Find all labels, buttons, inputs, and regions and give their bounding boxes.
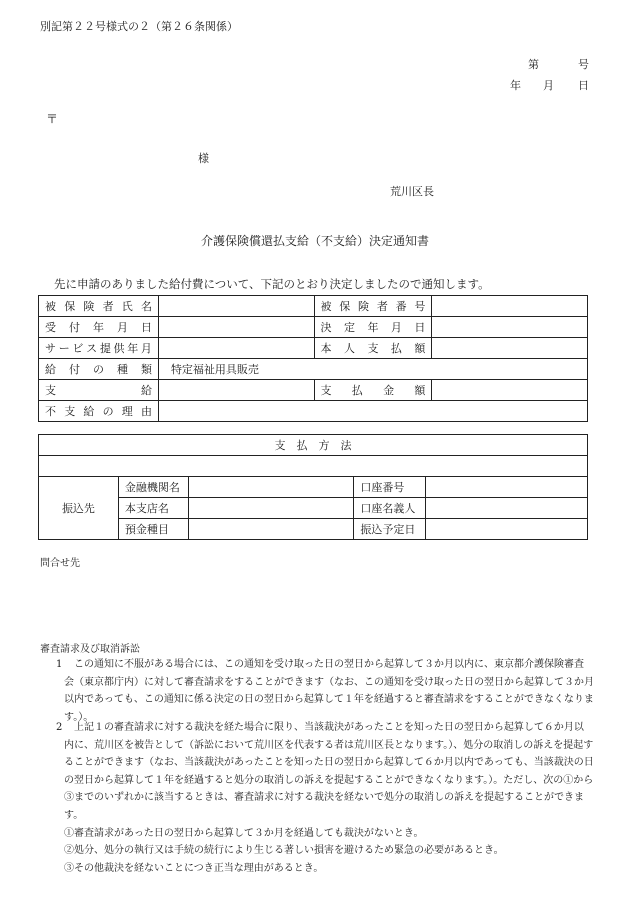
intro-text: 先に申請のありました給付費について、下記のとおり決定しましたので通知します。 bbox=[54, 277, 490, 291]
deposit-type-label: 預金種目 bbox=[118, 519, 188, 540]
decision-date-cell[interactable] bbox=[432, 317, 588, 338]
table-row bbox=[39, 317, 588, 338]
para-number: 2 bbox=[56, 722, 63, 733]
document-title: 介護保険償還払支給（不支給）決定通知書 bbox=[200, 234, 429, 248]
table-row bbox=[39, 519, 588, 540]
benefit-type-label bbox=[39, 359, 159, 380]
spread-text: 支 払 金 額 bbox=[320, 384, 426, 397]
para-text: 上記１の審査請求に対する裁決を経た場合に限り、当該裁決があったことを知った日の翌日から起算して６か月以 bbox=[74, 722, 584, 733]
spread-text: 支 給 bbox=[45, 384, 152, 397]
spread-text: 受 付 年 月 日 bbox=[45, 321, 152, 334]
para-text: 内に、荒川区を被告として（訴訟において荒川区を代表する者は荒川区長となります。）、処分の取消しの訴えを提起することができます（なお、当該裁決があったことを知った日の翌日から起算して６か月以内であっても、当該裁決の日の翌日から起算して１年を経過すると処分の取消しの訴えを提起することができなくなります。）。ただし、次の①から③までのいずれかに該当するときは、審査請求に対する裁決を経ないで処分の取消しの訴えを提起することができます。 bbox=[64, 739, 594, 821]
bank-name-label: 金融機関名 bbox=[118, 477, 188, 498]
payment-amount-label bbox=[314, 380, 432, 401]
insured-name-cell[interactable] bbox=[158, 296, 314, 317]
review-heading: 審査請求及び取消訴訟 bbox=[40, 644, 140, 655]
spread-text: 支 払 方 法 bbox=[274, 439, 352, 452]
non-payment-reason-cell[interactable] bbox=[158, 401, 587, 422]
para-text: この通知に不服がある場合には、この通知を受け取った日の翌日から起算して３か月以内に、東京都介護保険審査 bbox=[74, 659, 584, 670]
transfer-date-cell[interactable] bbox=[426, 519, 588, 540]
review-paragraph-2 bbox=[46, 719, 594, 877]
para-number: 1 bbox=[56, 659, 63, 670]
table-row bbox=[39, 498, 588, 519]
spread-text: 本 人 支 払 額 bbox=[320, 342, 426, 355]
payment-amount-cell[interactable] bbox=[432, 380, 588, 401]
service-month-label bbox=[39, 338, 159, 359]
benefit-decision-table bbox=[38, 295, 588, 422]
table-row bbox=[39, 338, 588, 359]
table-row bbox=[39, 380, 588, 401]
review-paragraph-1 bbox=[46, 656, 594, 726]
service-month-cell[interactable] bbox=[158, 338, 314, 359]
branch-name-label: 本支店名 bbox=[118, 498, 188, 519]
review-item-2: ②処分、処分の執行又は手続の続行により生じる著しい損害を避けるため緊急の必要があるとき。 bbox=[64, 845, 504, 857]
table-row bbox=[39, 401, 588, 422]
decision-date-label bbox=[314, 317, 432, 338]
account-number-label: 口座番号 bbox=[354, 477, 426, 498]
para-text: 会（東京都庁内）に対して審査請求をすることができます（なお、この通知を受け取った日の翌日から起算して３か月以内であっても、この通知に係る決定の日の翌日から起算して１年を経過すると審査請求をすることができなくなります。）。 bbox=[64, 676, 594, 723]
addressee-suffix: 様 bbox=[198, 152, 209, 165]
table-row bbox=[39, 435, 588, 456]
table-row bbox=[39, 359, 588, 380]
self-payment-label bbox=[314, 338, 432, 359]
postal-mark: 〒 bbox=[46, 112, 59, 126]
table-row bbox=[39, 456, 588, 477]
benefit-type-value: 特定福祉用具販売 bbox=[158, 359, 587, 380]
form-id: 別記第２２号様式の２（第２６条関係） bbox=[40, 20, 238, 33]
received-date-cell[interactable] bbox=[158, 317, 314, 338]
payment-label bbox=[39, 380, 159, 401]
table-row bbox=[39, 296, 588, 317]
transfer-to-label: 振込先 bbox=[39, 477, 119, 540]
date-day-label: 日 bbox=[578, 79, 589, 92]
date-year-label: 年 bbox=[510, 79, 521, 92]
account-holder-label: 口座名義人 bbox=[354, 498, 426, 519]
spread-text: 給 付 の 種 類 bbox=[45, 363, 152, 376]
bank-name-cell[interactable] bbox=[188, 477, 354, 498]
received-date-label bbox=[39, 317, 159, 338]
account-holder-cell[interactable] bbox=[426, 498, 588, 519]
issuer-name: 荒川区長 bbox=[390, 185, 434, 198]
payment-cell[interactable] bbox=[158, 380, 314, 401]
spread-text: 被 保 険 者 氏 名 bbox=[45, 300, 152, 313]
number-suffix: 号 bbox=[578, 58, 589, 71]
table-row bbox=[39, 477, 588, 498]
insured-name-label bbox=[39, 296, 159, 317]
payment-method-heading bbox=[39, 435, 588, 456]
deposit-type-cell[interactable] bbox=[188, 519, 354, 540]
review-item-3: ③その他裁決を経ないことにつき正当な理由があるとき。 bbox=[64, 862, 324, 874]
number-label: 第 bbox=[528, 58, 539, 71]
review-item-1: ①審査請求があった日の翌日から起算して３か月を経過しても裁決がないとき。 bbox=[64, 827, 424, 839]
branch-name-cell[interactable] bbox=[188, 498, 354, 519]
para-line bbox=[46, 722, 584, 733]
transfer-date-label: 振込予定日 bbox=[354, 519, 426, 540]
insured-number-label bbox=[314, 296, 432, 317]
inquiry-label: 問合せ先 bbox=[40, 558, 80, 569]
payment-method-table bbox=[38, 434, 588, 540]
self-payment-cell[interactable] bbox=[432, 338, 588, 359]
spread-text: 決 定 年 月 日 bbox=[320, 321, 426, 334]
account-number-cell[interactable] bbox=[426, 477, 588, 498]
spread-text: 不 支 給 の 理 由 bbox=[45, 405, 152, 418]
para-line bbox=[46, 659, 584, 670]
payment-method-cell[interactable] bbox=[39, 456, 588, 477]
date-month-label: 月 bbox=[543, 79, 554, 92]
spread-text: 被 保 険 者 番 号 bbox=[320, 300, 426, 313]
spread-text: サ ー ビ ス 提 供 年 月 bbox=[45, 342, 152, 355]
insured-number-cell[interactable] bbox=[432, 296, 588, 317]
non-payment-reason-label bbox=[39, 401, 159, 422]
